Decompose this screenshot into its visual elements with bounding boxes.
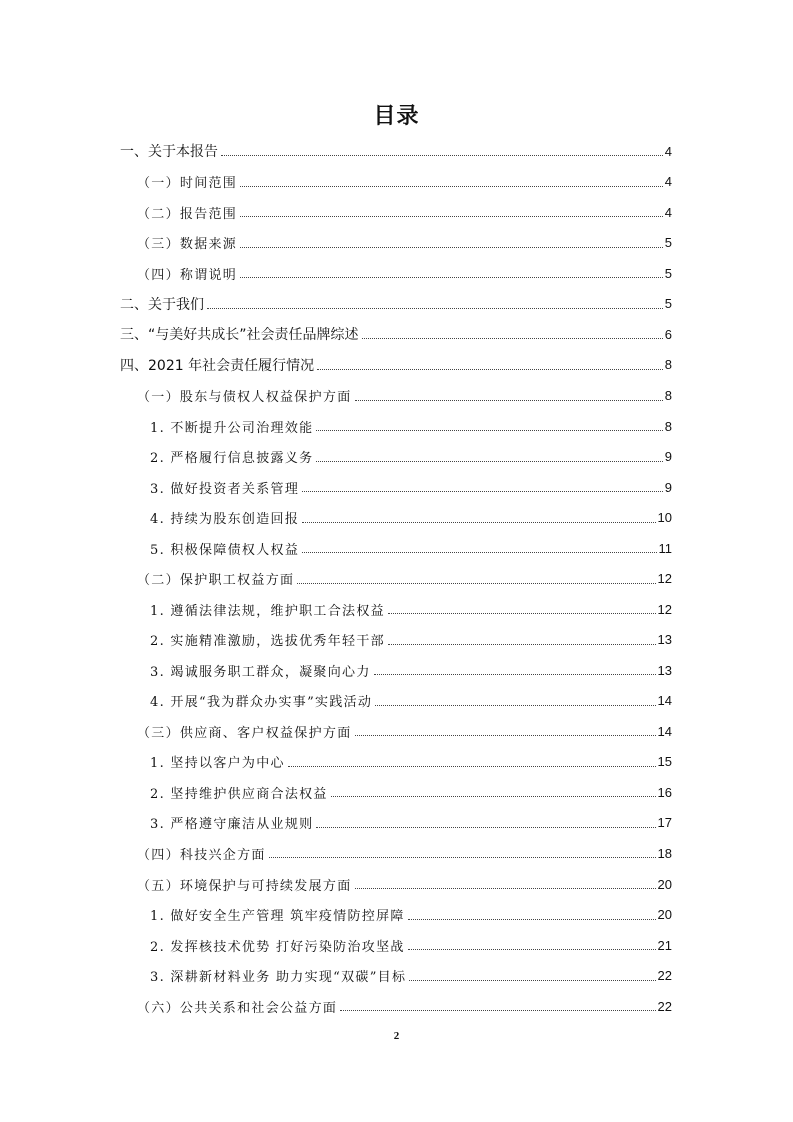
dot-leader [207, 308, 663, 309]
dot-leader [362, 338, 663, 339]
toc-entry [0, 258, 672, 289]
dot-leader [302, 522, 655, 523]
toc-entry-label: （六）公共关系和社会公益方面 [137, 1000, 338, 1016]
toc-entry-page: 20 [657, 876, 672, 892]
toc-entry-page: 12 [657, 571, 672, 587]
dot-leader [317, 369, 663, 370]
toc-entry-label: 三、“与美好共成长”社会责任品牌综述 [120, 327, 359, 344]
toc-entry-label: 3. 做好投资者关系管理 [150, 481, 300, 497]
page-number: 2 [393, 1030, 400, 1042]
dot-leader [408, 949, 656, 950]
toc-entry [0, 869, 672, 900]
toc-entry-page: 20 [657, 907, 672, 923]
toc-entry [0, 594, 672, 625]
toc-entry-page: 22 [657, 998, 672, 1014]
toc-entry [0, 808, 672, 839]
toc-entry-label: 1. 做好安全生产管理 筑牢疫情防控屏障 [150, 909, 405, 925]
dot-leader [302, 552, 656, 553]
toc-entry-label: （二）报告范围 [137, 206, 238, 222]
toc-entry [0, 930, 672, 961]
toc-entry-page: 10 [657, 510, 672, 526]
toc-entry-label: 1. 不断提升公司治理效能 [150, 420, 314, 436]
toc-entry [0, 991, 672, 1022]
toc-entry-label: 3. 严格遵守廉洁从业规则 [150, 817, 314, 833]
toc-entry [0, 747, 672, 778]
toc-entry-page: 17 [657, 815, 672, 831]
dot-leader [240, 186, 663, 187]
toc-entry-label: 5. 积极保障债权人权益 [150, 542, 300, 558]
toc-entry [0, 686, 672, 717]
toc-entry-label: 1. 坚持以客户为中心 [150, 756, 285, 772]
toc-entry-label: 4. 持续为股东创造回报 [150, 512, 300, 528]
toc-entry-page: 8 [664, 388, 672, 404]
toc-entry [0, 502, 672, 533]
dot-leader [331, 796, 656, 797]
dot-leader [340, 1010, 655, 1011]
dot-leader [221, 155, 663, 156]
toc-entry-label: 二、关于我们 [120, 296, 204, 313]
toc-entry-label: （二）保护职工权益方面 [137, 573, 295, 589]
toc-entry [0, 655, 672, 686]
toc-entry [0, 228, 672, 259]
toc-entry-page: 6 [664, 326, 672, 342]
dot-leader [316, 461, 662, 462]
toc-entry [0, 563, 672, 594]
toc-entry-page: 14 [657, 693, 672, 709]
dot-leader [409, 980, 655, 981]
dot-leader [375, 705, 655, 706]
toc-entry-page: 18 [657, 845, 672, 861]
toc-entry-page: 13 [657, 632, 672, 648]
dot-leader [297, 583, 655, 584]
toc-entry [0, 167, 672, 198]
toc-entry [0, 838, 672, 869]
dot-leader [316, 430, 662, 431]
toc-entry-page: 9 [664, 479, 672, 495]
toc-entry-page: 5 [664, 265, 672, 281]
toc-entry-page: 15 [657, 754, 672, 770]
toc-entry-label: （三）数据来源 [137, 237, 238, 253]
toc-entry-label: 2. 实施精准激励，选拔优秀年轻干部 [150, 634, 385, 650]
dot-leader [288, 766, 656, 767]
toc-entry-label: （一）股东与债权人权益保护方面 [137, 390, 352, 406]
table-of-contents [0, 136, 672, 1021]
toc-entry [0, 197, 672, 228]
toc-entry-page: 5 [664, 235, 672, 251]
toc-entry-label: 1. 遵循法律法规，维护职工合法权益 [150, 603, 385, 619]
toc-entry-label: （一）时间范围 [137, 176, 238, 192]
toc-entry-page: 11 [658, 540, 672, 556]
dot-leader [240, 277, 663, 278]
toc-entry-page: 4 [664, 204, 672, 220]
toc-entry-page: 4 [664, 174, 672, 190]
toc-entry-page: 12 [657, 601, 672, 617]
toc-entry-label: （三）供应商、客户权益保护方面 [137, 725, 352, 741]
toc-entry-page: 8 [664, 357, 672, 373]
toc-entry-page: 22 [657, 968, 672, 984]
toc-entry [0, 960, 672, 991]
toc-entry-page: 5 [664, 296, 672, 312]
toc-entry-label: 4. 开展“我为群众办实事”实践活动 [150, 695, 373, 711]
dot-leader [302, 491, 663, 492]
toc-entry [0, 625, 672, 656]
dot-leader [355, 400, 663, 401]
toc-entry-page: 21 [657, 937, 672, 953]
toc-entry [0, 899, 672, 930]
toc-entry [0, 777, 672, 808]
toc-entry-page: 8 [664, 418, 672, 434]
dot-leader [240, 247, 663, 248]
toc-entry-label: 一、关于本报告 [120, 144, 218, 161]
dot-leader [388, 613, 656, 614]
toc-entry [0, 380, 672, 411]
toc-entry-label: （四）称谓说明 [137, 267, 238, 283]
toc-entry-page: 16 [657, 784, 672, 800]
toc-entry-page: 4 [664, 143, 672, 159]
toc-entry-page: 14 [657, 723, 672, 739]
toc-entry [0, 319, 672, 350]
dot-leader [240, 216, 663, 217]
toc-entry-label: 3. 深耕新材料业务 助力实现“双碳”目标 [150, 970, 407, 986]
toc-entry [0, 350, 672, 381]
dot-leader [316, 827, 655, 828]
toc-entry-page: 13 [657, 662, 672, 678]
toc-entry-label: 2. 坚持维护供应商合法权益 [150, 786, 328, 802]
dot-leader [408, 919, 656, 920]
toc-entry [0, 472, 672, 503]
toc-entry-label: 四、2021 年社会责任履行情况 [120, 357, 315, 374]
toc-entry [0, 441, 672, 472]
dot-leader [355, 735, 656, 736]
toc-entry-label: 2. 严格履行信息披露义务 [150, 451, 314, 467]
toc-entry [0, 136, 672, 167]
dot-leader [374, 674, 656, 675]
toc-entry-label: （五）环境保护与可持续发展方面 [137, 878, 352, 894]
toc-entry [0, 289, 672, 320]
dot-leader [269, 857, 656, 858]
page-title: 目录 [373, 104, 420, 129]
toc-entry [0, 716, 672, 747]
toc-entry-label: 2. 发挥核技术优势 打好污染防治攻坚战 [150, 939, 405, 955]
toc-entry-label: 3. 竭诚服务职工群众，凝聚向心力 [150, 664, 371, 680]
toc-entry-page: 9 [664, 449, 672, 465]
toc-entry [0, 533, 672, 564]
toc-entry-label: （四）科技兴企方面 [137, 847, 266, 863]
dot-leader [355, 888, 656, 889]
dot-leader [388, 644, 656, 645]
toc-entry [0, 411, 672, 442]
